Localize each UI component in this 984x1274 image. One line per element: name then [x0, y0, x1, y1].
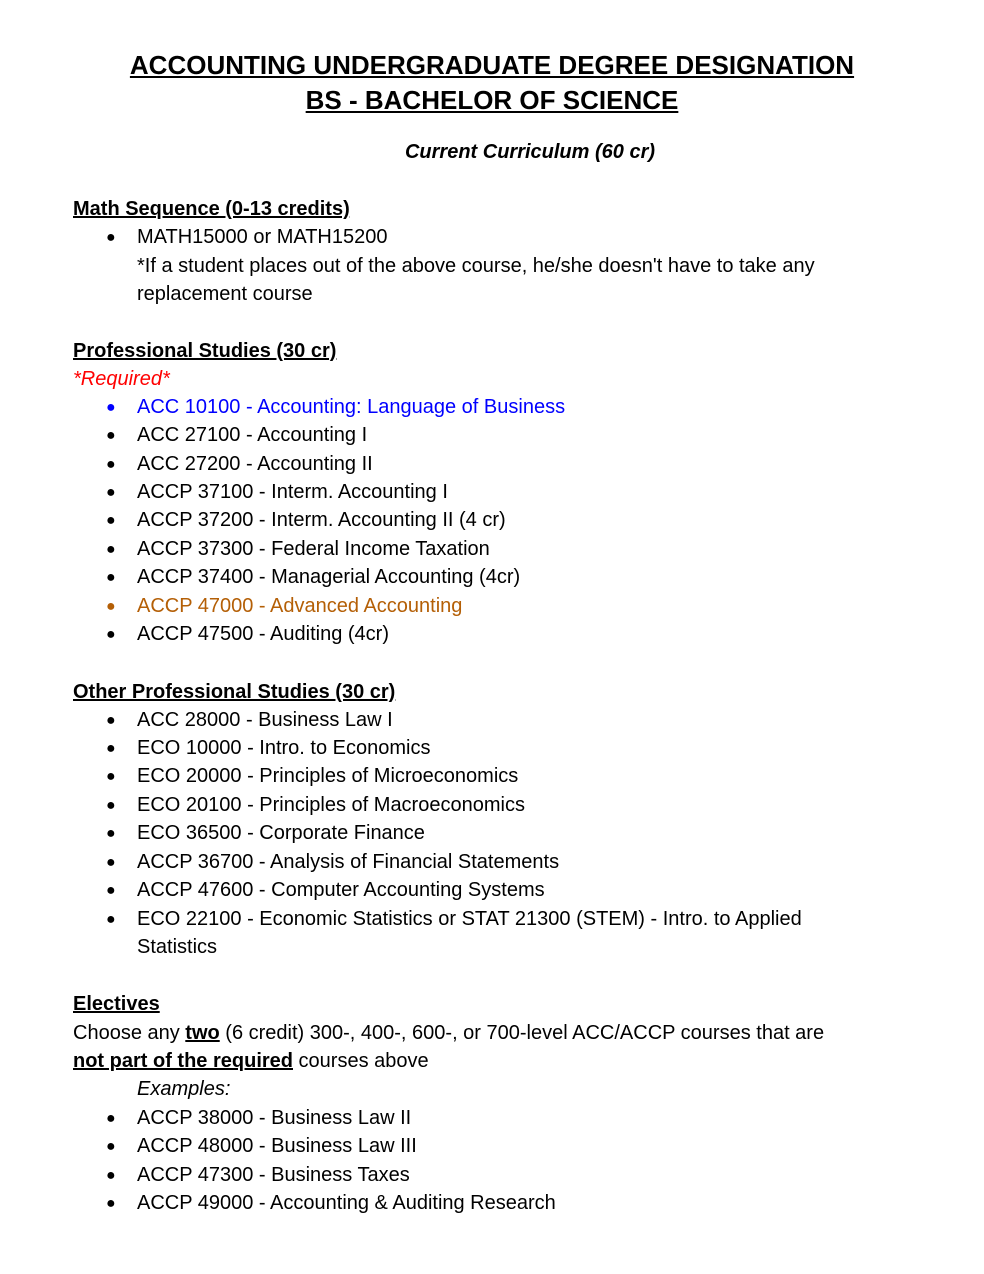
- other-course-item: ACCP 36700 - Analysis of Financial Statements: [137, 851, 560, 873]
- bullet-icon: ●: [106, 512, 116, 529]
- bullet-icon: ●: [106, 768, 116, 785]
- professional-course-item: ACCP 37100 - Interm. Accounting I: [137, 481, 448, 503]
- bullet-icon: ●: [106, 399, 116, 416]
- electives-not-required-emphasis: not part of the required: [73, 1050, 293, 1072]
- math-course-item: MATH15000 or MATH15200: [137, 226, 388, 248]
- bullet-icon: ●: [106, 484, 116, 501]
- bullet-icon: ●: [106, 1195, 116, 1212]
- bullet-icon: ●: [106, 456, 116, 473]
- bullet-icon: ●: [106, 1167, 116, 1184]
- other-course-item: ECO 20000 - Principles of Microeconomics: [137, 765, 519, 787]
- professional-course-item: ACCP 37300 - Federal Income Taxation: [137, 538, 490, 560]
- examples-label: Examples:: [137, 1078, 231, 1100]
- bullet-icon: ●: [106, 911, 116, 928]
- bullet-icon: ●: [106, 541, 116, 558]
- other-course-item: ECO 10000 - Intro. to Economics: [137, 737, 431, 759]
- electives-description-line2: [73, 1047, 429, 1075]
- professional-course-item: ACCP 37400 - Managerial Accounting (4cr): [137, 566, 521, 588]
- bullet-icon: ●: [106, 1138, 116, 1155]
- professional-course-item: ACCP 47000 - Advanced Accounting: [137, 595, 463, 617]
- other-course-item: ACCP 47600 - Computer Accounting Systems: [137, 879, 545, 901]
- professional-course-item: ACC 10100 - Accounting: Language of Business: [137, 396, 566, 418]
- curriculum-subtitle: Current Curriculum (60 cr): [404, 141, 656, 163]
- bullet-icon: ●: [106, 1110, 116, 1127]
- elective-course-item: ACCP 49000 - Accounting & Auditing Research: [137, 1192, 556, 1214]
- math-sequence-heading: Math Sequence (0-13 credits): [73, 198, 350, 220]
- professional-course-item: ACCP 47500 - Auditing (4cr): [137, 623, 389, 645]
- bullet-icon: ●: [106, 229, 116, 246]
- electives-text-part1: Choose any: [73, 1022, 186, 1044]
- professional-course-item: ACC 27100 - Accounting I: [137, 424, 368, 446]
- bullet-icon: ●: [106, 569, 116, 586]
- document-title-line2: BS - BACHELOR OF SCIENCE: [305, 85, 679, 115]
- bullet-icon: ●: [106, 598, 116, 615]
- electives-text-part3: courses above: [293, 1050, 429, 1072]
- elective-course-item: ACCP 48000 - Business Law III: [137, 1135, 417, 1157]
- bullet-icon: ●: [106, 427, 116, 444]
- elective-course-item: ACCP 38000 - Business Law II: [137, 1107, 412, 1129]
- professional-course-item: ACC 27200 - Accounting II: [137, 453, 373, 475]
- other-course-item: ECO 20100 - Principles of Macroeconomics: [137, 794, 525, 816]
- professional-studies-heading: Professional Studies (30 cr): [73, 340, 337, 362]
- bullet-icon: ●: [106, 854, 116, 871]
- electives-two-emphasis: two: [185, 1022, 220, 1044]
- math-note-line1: *If a student places out of the above course, he/she doesn't have to take any: [137, 255, 815, 277]
- document-title-line1: ACCOUNTING UNDERGRADUATE DEGREE DESIGNATION: [129, 50, 855, 80]
- bullet-icon: ●: [106, 626, 116, 643]
- elective-course-item: ACCP 47300 - Business Taxes: [137, 1164, 410, 1186]
- bullet-icon: ●: [106, 712, 116, 729]
- electives-heading: Electives: [73, 993, 160, 1015]
- bullet-icon: ●: [106, 825, 116, 842]
- other-course-item: ACC 28000 - Business Law I: [137, 709, 393, 731]
- required-label: *Required*: [73, 368, 170, 390]
- electives-description-line1: [73, 1019, 824, 1047]
- other-course-item-continuation: Statistics: [137, 936, 218, 958]
- bullet-icon: ●: [106, 797, 116, 814]
- professional-course-item: ACCP 37200 - Interm. Accounting II (4 cr): [137, 509, 506, 531]
- other-course-item: ECO 36500 - Corporate Finance: [137, 822, 425, 844]
- bullet-icon: ●: [106, 740, 116, 757]
- math-note-line2: replacement course: [137, 283, 313, 305]
- other-course-item: ECO 22100 - Economic Statistics or STAT 21300 (STEM) - Intro. to Applied: [137, 908, 802, 930]
- bullet-icon: ●: [106, 882, 116, 899]
- other-professional-studies-heading: Other Professional Studies (30 cr): [73, 681, 396, 703]
- electives-text-part2: (6 credit) 300-, 400-, 600-, or 700-level ACC/ACCP courses that are: [219, 1022, 825, 1044]
